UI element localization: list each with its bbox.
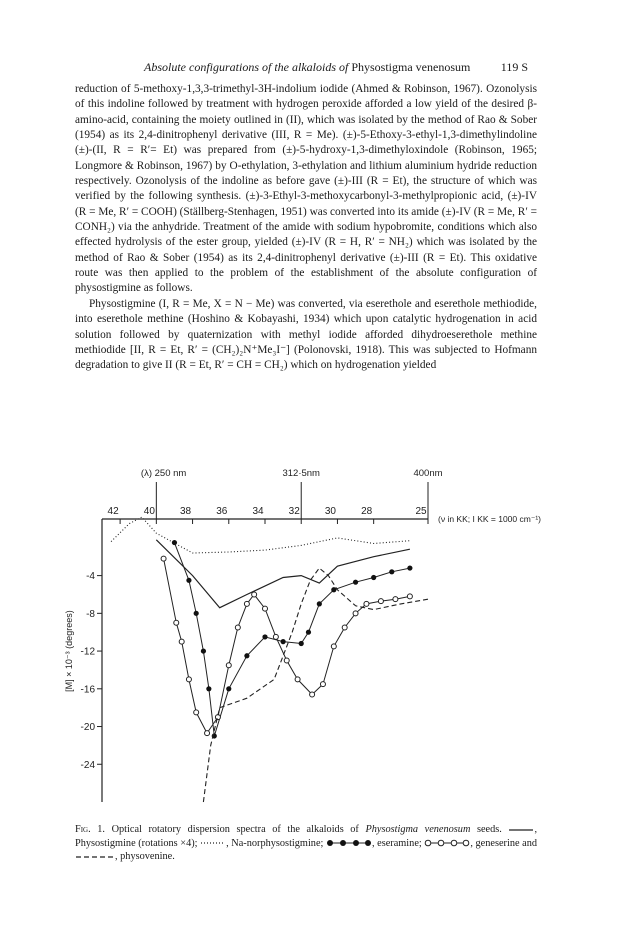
caption-text: Optical rotatory dispersion spectra of the alkaloids of <box>111 824 359 835</box>
figure-caption: Fig. 1. Optical rotatory dispersion spectra of the alkaloids of Physostigma venenosum seeds. , Physostigmine (rotations ×4); , Na-norphysostigmine; , eseramine; , geneserine and , physovenine. <box>75 824 538 862</box>
series-eseramine-point <box>389 569 394 574</box>
legend-physostigmine: Physostigmine (rotations ×4); <box>75 837 198 849</box>
series-geneserine-point <box>320 682 325 687</box>
ord-spectra-figure <box>60 462 580 817</box>
ord-chart <box>60 462 580 817</box>
filled-dot-key <box>326 839 372 847</box>
series-physovenine-line <box>203 568 428 802</box>
legend-eseramine: eseramine; <box>377 837 422 849</box>
series-physostigmine-line <box>156 540 410 608</box>
x-tick-label: 38 <box>179 506 192 517</box>
series-geneserine-point <box>205 731 210 736</box>
series-geneserine-point <box>393 597 398 602</box>
series-eseramine-point <box>201 648 206 653</box>
series-eseramine-line <box>174 543 410 736</box>
series-eseramine-point <box>353 580 358 585</box>
series-geneserine-point <box>186 677 191 682</box>
x-tick-label: 28 <box>361 506 373 517</box>
y-axis-label: [M] × 10⁻³ (degrees) <box>64 610 74 692</box>
series-geneserine-point <box>364 601 369 606</box>
series-geneserine-point <box>295 677 300 682</box>
page-number: 119 S <box>500 60 528 74</box>
series-geneserine-point <box>174 620 179 625</box>
wavelength-label: 312·5nm <box>282 468 320 479</box>
series-geneserine-point <box>235 625 240 630</box>
series-geneserine-point <box>179 639 184 644</box>
series-geneserine-point <box>215 715 220 720</box>
series-geneserine-point <box>310 692 315 697</box>
series-geneserine-point <box>353 611 358 616</box>
series-geneserine-point <box>244 601 249 606</box>
series-geneserine-point <box>284 658 289 663</box>
series-geneserine-point <box>273 634 278 639</box>
body-text <box>75 82 537 374</box>
x-axis-label: (ν in KK; I KK = 1000 cm⁻¹) <box>438 514 541 524</box>
series-eseramine-point <box>226 686 231 691</box>
series-eseramine-point <box>371 575 376 580</box>
y-tick-label: -16 <box>80 684 95 696</box>
x-tick-label: 40 <box>143 506 155 517</box>
series-eseramine-point <box>172 540 177 545</box>
x-tick-label: 36 <box>216 506 228 517</box>
y-tick-label: -24 <box>80 759 95 771</box>
series-geneserine-point <box>407 594 412 599</box>
x-tick-label: 42 <box>107 506 119 517</box>
dashed-line-key <box>75 853 115 861</box>
series-eseramine-point <box>281 639 286 644</box>
running-title-prefix: Absolute configurations of the alkaloids of <box>144 60 349 74</box>
wavelength-label: (λ) 250 nm <box>140 468 187 479</box>
y-tick-label: -4 <box>86 571 95 583</box>
dotted-line-key <box>200 839 226 847</box>
series-eseramine-point <box>206 686 211 691</box>
y-tick-label: -20 <box>80 722 95 734</box>
running-header <box>96 60 528 80</box>
series-eseramine-point <box>186 578 191 583</box>
running-title-genus: Physostigma venenosum <box>351 60 471 74</box>
x-tick-label: 32 <box>288 506 300 517</box>
series-geneserine-point <box>263 606 268 611</box>
series-eseramine-point <box>194 611 199 616</box>
legend-geneserine: geneserine and <box>475 837 538 849</box>
series-eseramine-point <box>262 634 267 639</box>
legend-norphysostigmine: Na-norphysostigmine; <box>231 837 324 849</box>
series-eseramine-point <box>299 641 304 646</box>
series-eseramine-point <box>244 653 249 658</box>
legend-physovenine: physovenine. <box>120 851 175 862</box>
y-tick-label: -12 <box>80 646 95 658</box>
series-geneserine-point <box>194 710 199 715</box>
wavelength-label: 400nm <box>413 468 443 479</box>
series-geneserine-point <box>161 556 166 561</box>
series-geneserine-point <box>342 625 347 630</box>
series-geneserine-point <box>252 592 257 597</box>
x-tick-label: 30 <box>324 506 337 517</box>
open-dot-key <box>424 839 470 847</box>
series-eseramine-point <box>407 565 412 570</box>
series-geneserine-point <box>331 644 336 649</box>
series-eseramine-point <box>317 601 322 606</box>
paragraph: Physostigmine (I, R = Me, X = N − Me) was converted, via eserethole and eserethole methiodide, into eserethole methine (Hoshino & Kobayashi, 1934) which upon catalytic hydrogenation in acid solution followed by quaternization with methyl iodide afforded dihydroeserethole methine methiodide [II, R = Et, R′ = (CH₂)₂N⁺Me₃I⁻] (Polonovski, 1918). This was subjected to Hofmann degradation to give II (R = Et, R′ = CH = CH₂) which on hydrogenation yielded <box>75 297 537 372</box>
x-tick-label: 34 <box>252 506 264 517</box>
series-geneserine-point <box>378 599 383 604</box>
y-tick-label: -8 <box>86 608 95 620</box>
caption-text: seeds. <box>476 824 502 835</box>
caption-genus: Physostigma venenosum <box>365 824 471 835</box>
running-title <box>144 60 470 75</box>
series-geneserine-point <box>226 663 231 668</box>
x-tick-label: 25 <box>415 506 427 517</box>
figure-label: Fig. 1. <box>75 824 105 835</box>
paragraph: reduction of 5-methoxy-1,3,3-trimethyl-3H-indolium iodide (Ahmed & Robinson, 1967). Ozonolysis of this indoline followed by treatment with hydrogen peroxide afforded a low yield of the desired β-amino-acid, containing the moiety outlined in (II), which was isolated by the method of Rao & Sober (1954) as its 2,4-dinitrophenyl derivative (III, R = Me). (±)-5-Ethoxy-3-ethyl-1,3-dimethylindoline (±)-(II, R = R′= Et) was prepared from (±)-5-hydroxy-1,3-dimethyloxindole (Robinson, 1965; Longmore & Robinson, 1967) by O-ethylation, 3-ethylation and lithium aluminium hydride reduction respectively. Ozonolysis of the indoline as before gave (±)-III (R = Et), the structure of which was verified by the following synthesis. (±)-3-Ethyl-3-methoxycarbonyl-3-methylpropionic acid, (±)-IV (R = Me, R′ = COOH) (Ställberg-Stenhagen, 1951) was converted into its amide (±)-IV (R = Me, R′ = CONH₂) via the anhydride. Treatment of the amide with sodium hypobromite, conditions which also effected hydrolysis of the ester group, yielded (±)-IV (R = H, R′ = NH₂) which was isolated by the method of Rao & Sober (1954) as its 2,4-dinitrophenyl derivative (±)-III (R = Et). This oxidative route was then applied to the problem of the establishment of the absolute configuration of physostigmine as follows. <box>75 83 537 295</box>
solid-line-key <box>508 826 534 834</box>
series-eseramine-point <box>306 630 311 635</box>
